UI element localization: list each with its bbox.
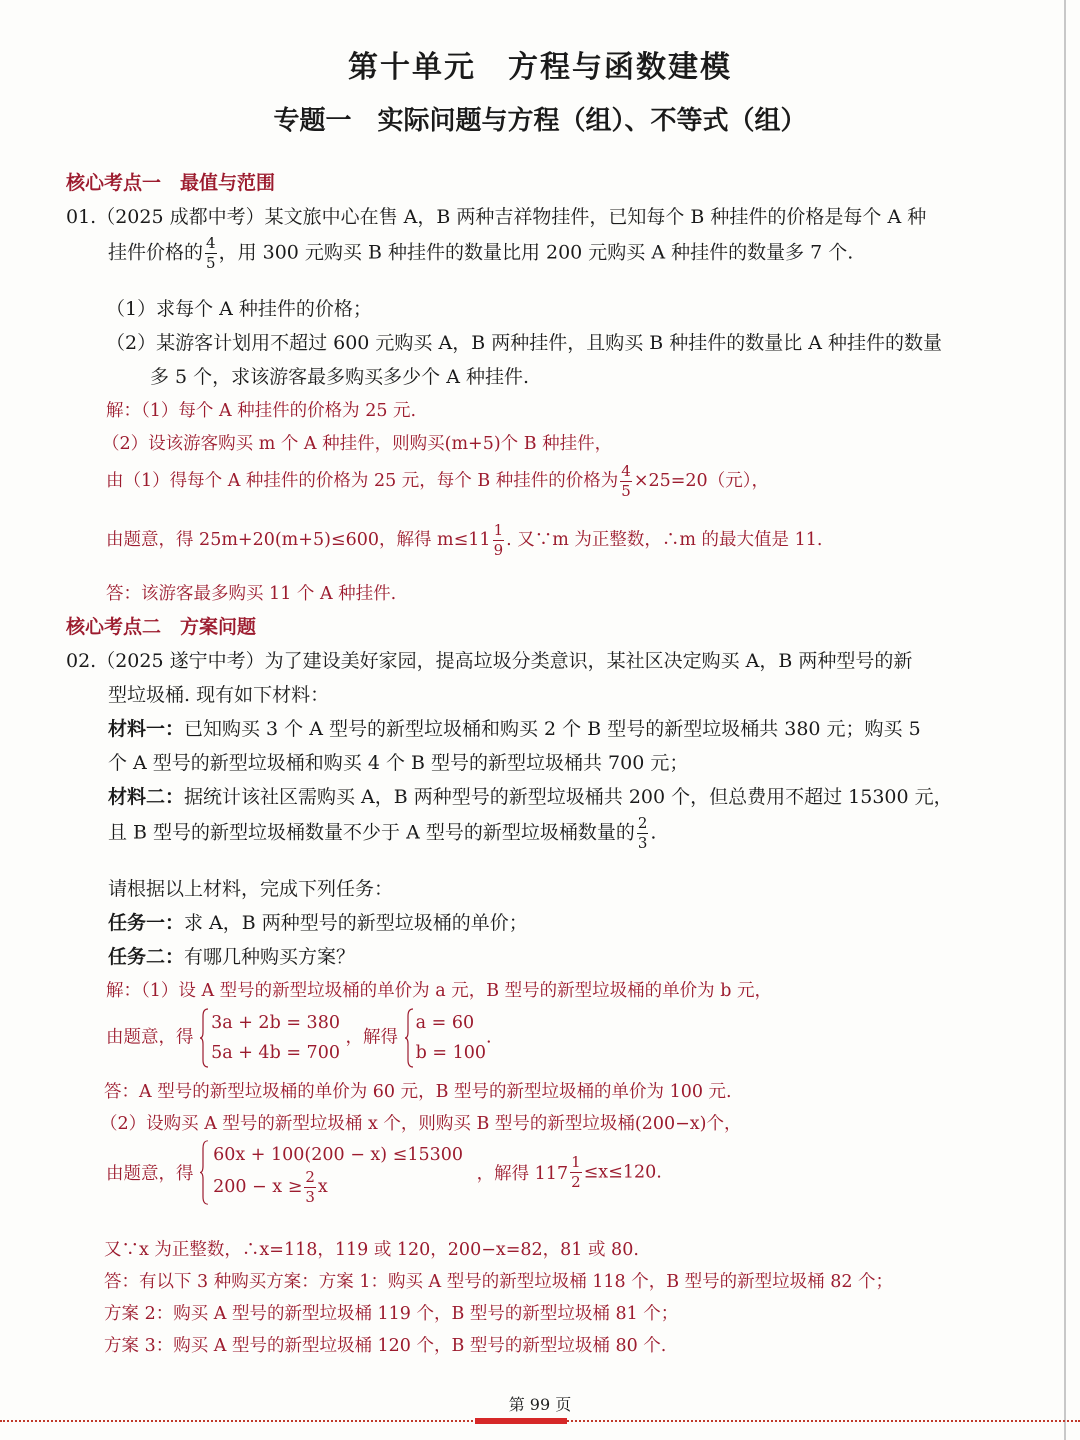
fraction — [570, 1155, 582, 1190]
solution-2-line-1: 解：（1）设 A 型号的新型垃圾桶的单价为 a 元，B 型号的新型垃圾桶的单价为 b 元， — [106, 981, 772, 1001]
solution-2-line-7: 答：有以下 3 种购买方案：方案 1：购买 A 型号的新型垃圾桶 118 个，B 型号的新型垃圾桶 82 个； — [104, 1272, 894, 1292]
brace-icon — [404, 1008, 414, 1068]
question-1-sub-2-line-1: （2）某游客计划用不超过 600 元购买 A，B 两种挂件，且购买 B 种挂件的数量比 A 种挂件的数量 — [106, 332, 943, 354]
solution-text: 由题意，得 — [106, 1027, 194, 1048]
denominator: 9 — [493, 541, 504, 559]
material-text: 据统计该社区需购买 A，B 两种型号的新型垃圾桶共 200 个，但总费用不超过 15300 元， — [184, 786, 953, 808]
topic-title: 专题一 实际问题与方程（组）、不等式（组） — [273, 106, 807, 136]
material-2-line-2 — [108, 816, 656, 851]
task-2 — [108, 942, 355, 969]
material-label: 材料一： — [108, 718, 185, 740]
equation: b = 100 — [415, 1043, 487, 1063]
footer-accent-bar — [475, 1418, 567, 1424]
solution-text: 由（1）得每个 A 种挂件的价格为 25 元，每个 B 种挂件的价格为 — [106, 471, 619, 491]
solution-text: ，解得 — [345, 1027, 399, 1048]
fraction — [304, 1170, 316, 1205]
brace-icon — [199, 1140, 209, 1205]
denominator: 5 — [206, 254, 216, 272]
material-2-line-1 — [108, 782, 953, 809]
numerator: 1 — [571, 1153, 581, 1171]
question-1-sub-1: （1）求每个 A 种挂件的价格； — [106, 298, 372, 320]
question-text: 挂件价格的 — [108, 241, 204, 264]
solution-1-line-3 — [106, 464, 769, 499]
equation: 3a + 2b = 380 — [211, 1013, 340, 1033]
solution-2-answer-1: 答：A 型号的新型垃圾桶的单价为 60 元，B 型号的新型垃圾桶的单价为 100 元. — [104, 1082, 732, 1102]
task-1 — [108, 908, 528, 935]
numerator: 4 — [206, 234, 216, 252]
solution-text: ×25=20（元）， — [633, 471, 769, 491]
equation-system-2 — [404, 1008, 486, 1068]
solution-text: . — [486, 1027, 492, 1048]
denominator: 5 — [621, 482, 631, 500]
question-source: （2025 遂宁中考） — [96, 650, 265, 672]
numerator: 2 — [637, 814, 648, 832]
material-1-line-1 — [108, 714, 921, 741]
numerator: 4 — [621, 462, 631, 480]
solution-2-line-8: 方案 2：购买 A 型号的新型垃圾桶 119 个，B 型号的新型垃圾桶 81 个； — [104, 1304, 679, 1324]
solution-text: 由题意，得 — [106, 1164, 194, 1184]
equation: a = 60 — [415, 1013, 475, 1033]
equation-system-1 — [199, 1008, 340, 1068]
solution-2-line-6: 又∵x 为正整数，∴x=118，119 或 120，200−x=82，81 或 80. — [104, 1240, 639, 1260]
question-number: 01. — [66, 206, 97, 228]
question-source: （2025 成都中考） — [96, 206, 265, 228]
question-2-line-2: 型垃圾桶. 现有如下材料： — [108, 684, 330, 706]
solution-1-line-2: （2）设该游客购买 m 个 A 种挂件，则购买(m+5)个 B 种挂件， — [102, 434, 613, 454]
section-heading-1: 核心考点一 最值与范围 — [66, 172, 276, 194]
denominator: 3 — [637, 834, 648, 852]
solution-2-system — [106, 1008, 492, 1068]
brace-icon — [199, 1008, 209, 1068]
material-text: 且 B 型号的新型垃圾桶数量不少于 A 型号的新型垃圾桶数量的 — [108, 821, 635, 844]
solution-1-answer: 答：该游客最多购买 11 个 A 种挂件. — [106, 584, 397, 604]
unit-title: 第十单元 方程与函数建模 — [348, 50, 732, 85]
material-label: 材料二： — [108, 786, 185, 808]
page-edge — [1064, 0, 1066, 1440]
task-label: 任务二： — [108, 946, 185, 968]
solution-2-line-9: 方案 3：购买 A 型号的新型垃圾桶 120 个，B 型号的新型垃圾桶 80 个. — [104, 1336, 667, 1356]
solution-2-line-4: （2）设购买 A 型号的新型垃圾桶 x 个，则购买 B 型号的新型垃圾桶(200−x)个， — [100, 1114, 742, 1134]
solution-2-inequality-system — [106, 1140, 662, 1205]
question-text: 某文旅中心在售 A，B 两种吉祥物挂件，已知每个 B 种挂件的价格是每个 A 种 — [264, 206, 927, 228]
solution-text: . 又∵m 为正整数，∴m 的最大值是 11. — [506, 530, 823, 550]
inequality — [213, 1170, 463, 1205]
solution-text: 由题意，得 25m+20(m+5)≤600，解得 m≤11 — [106, 530, 491, 550]
numerator: 2 — [305, 1168, 315, 1186]
material-text: . — [650, 821, 657, 844]
fraction — [493, 523, 505, 558]
question-text: ，用 300 元购买 B 种挂件的数量比用 200 元购买 A 种挂件的数量多 7 个. — [218, 241, 854, 264]
question-number: 02. — [66, 650, 97, 672]
task-text: 求 A，B 两种型号的新型垃圾桶的单价； — [184, 912, 528, 934]
solution-1-line-4 — [106, 523, 822, 558]
material-1-line-2: 个 A 型号的新型垃圾桶和购买 4 个 B 型号的新型垃圾桶共 700 元； — [108, 752, 689, 774]
equation: 5a + 4b = 700 — [211, 1043, 340, 1063]
fraction — [620, 464, 632, 499]
inequality: 60x + 100(200 − x) ≤15300 — [213, 1145, 464, 1165]
numerator: 1 — [493, 521, 504, 539]
solution-1-line-1: 解：（1）每个 A 种挂件的价格为 25 元. — [106, 401, 417, 421]
solution-text: ，解得 117 — [476, 1164, 569, 1184]
denominator: 2 — [571, 1173, 581, 1191]
section-heading-2: 核心考点二 方案问题 — [66, 616, 257, 638]
inequality-text: 200 − x ≥ — [213, 1177, 303, 1197]
question-text: 为了建设美好家园，提高垃圾分类意识，某社区决定购买 A，B 两种型号的新 — [264, 650, 913, 672]
question-1-line-1 — [66, 202, 926, 229]
denominator: 3 — [305, 1188, 315, 1206]
question-1-sub-2-line-2: 多 5 个，求该游客最多购买多少个 A 种挂件. — [150, 366, 530, 388]
material-text: 已知购买 3 个 A 型号的新型垃圾桶和购买 2 个 B 型号的新型垃圾桶共 380 元；购买 5 — [184, 718, 921, 740]
task-text: 有哪几种购买方案？ — [184, 946, 356, 968]
question-1-line-2 — [108, 236, 853, 271]
solution-text: ≤x≤120. — [583, 1162, 662, 1183]
question-2-line-1 — [66, 646, 912, 673]
task-prompt: 请根据以上材料，完成下列任务： — [108, 878, 394, 900]
inequality-system — [199, 1140, 463, 1205]
task-label: 任务一： — [108, 912, 185, 934]
fraction — [637, 816, 649, 851]
page-number: 第 99 页 — [508, 1395, 572, 1414]
inequality-text: x — [317, 1177, 328, 1197]
fraction — [205, 236, 217, 271]
